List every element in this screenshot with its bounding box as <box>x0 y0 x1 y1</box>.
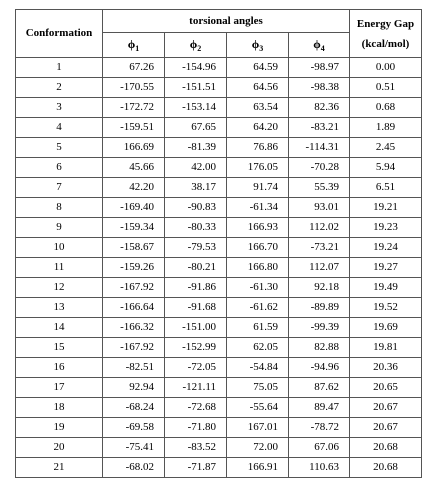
cell-conformation: 1 <box>16 58 103 78</box>
cell-phi4: 93.01 <box>289 198 350 218</box>
table-row <box>16 118 422 138</box>
table-row <box>16 298 422 318</box>
cell-conformation: 11 <box>16 258 103 278</box>
cell-phi1: -69.58 <box>103 418 165 438</box>
cell-phi4: 87.62 <box>289 378 350 398</box>
cell-phi4: 89.47 <box>289 398 350 418</box>
cell-phi3: 166.91 <box>227 458 289 478</box>
phi-symbol: ϕ <box>127 37 136 51</box>
cell-conformation: 16 <box>16 358 103 378</box>
cell-energy-gap: 2.45 <box>350 138 422 158</box>
table-row <box>16 238 422 258</box>
cell-energy-gap: 19.23 <box>350 218 422 238</box>
cell-energy-gap: 20.67 <box>350 418 422 438</box>
table-row <box>16 198 422 218</box>
cell-energy-gap: 19.69 <box>350 318 422 338</box>
cell-phi1: -68.24 <box>103 398 165 418</box>
cell-energy-gap: 19.81 <box>350 338 422 358</box>
table-row <box>16 358 422 378</box>
cell-phi1: -159.26 <box>103 258 165 278</box>
cell-phi1: -68.02 <box>103 458 165 478</box>
table-row <box>16 258 422 278</box>
cell-phi3: 62.05 <box>227 338 289 358</box>
cell-phi2: -151.00 <box>165 318 227 338</box>
cell-energy-gap: 19.24 <box>350 238 422 258</box>
cell-phi4: 92.18 <box>289 278 350 298</box>
table-row <box>16 98 422 118</box>
cell-phi4: -114.31 <box>289 138 350 158</box>
header-torsional-angles: torsional angles <box>103 10 350 33</box>
cell-phi3: -54.84 <box>227 358 289 378</box>
phi-subscript: 1 <box>135 44 140 53</box>
cell-conformation: 20 <box>16 438 103 458</box>
cell-phi2: -71.80 <box>165 418 227 438</box>
cell-energy-gap: 1.89 <box>350 118 422 138</box>
cell-phi1: -167.92 <box>103 338 165 358</box>
header-phi3 <box>227 33 289 58</box>
cell-phi4: -78.72 <box>289 418 350 438</box>
cell-phi3: 64.20 <box>227 118 289 138</box>
cell-phi4: -94.96 <box>289 358 350 378</box>
cell-energy-gap: 20.68 <box>350 458 422 478</box>
cell-conformation: 5 <box>16 138 103 158</box>
cell-phi2: -72.05 <box>165 358 227 378</box>
header-row-1 <box>16 10 422 33</box>
phi-symbol: ϕ <box>189 37 198 51</box>
cell-conformation: 17 <box>16 378 103 398</box>
table-row <box>16 58 422 78</box>
cell-phi3: -55.64 <box>227 398 289 418</box>
cell-conformation: 8 <box>16 198 103 218</box>
cell-conformation: 2 <box>16 78 103 98</box>
cell-phi1: -166.32 <box>103 318 165 338</box>
cell-phi1: -166.64 <box>103 298 165 318</box>
cell-energy-gap: 19.27 <box>350 258 422 278</box>
table-row <box>16 78 422 98</box>
cell-phi4: 110.63 <box>289 458 350 478</box>
table-row <box>16 278 422 298</box>
cell-conformation: 3 <box>16 98 103 118</box>
cell-phi4: 82.36 <box>289 98 350 118</box>
cell-conformation: 13 <box>16 298 103 318</box>
cell-phi1: -82.51 <box>103 358 165 378</box>
cell-phi1: 166.69 <box>103 138 165 158</box>
cell-phi2: -71.87 <box>165 458 227 478</box>
table-container <box>15 9 422 478</box>
cell-phi2: -80.21 <box>165 258 227 278</box>
cell-energy-gap: 20.36 <box>350 358 422 378</box>
cell-conformation: 4 <box>16 118 103 138</box>
cell-phi1: -159.51 <box>103 118 165 138</box>
cell-energy-gap: 20.67 <box>350 398 422 418</box>
cell-energy-gap: 19.49 <box>350 278 422 298</box>
header-conformation: Conformation <box>16 10 103 58</box>
cell-phi4: 112.07 <box>289 258 350 278</box>
header-phi1 <box>103 33 165 58</box>
cell-conformation: 6 <box>16 158 103 178</box>
table-row <box>16 438 422 458</box>
cell-phi2: 38.17 <box>165 178 227 198</box>
cell-energy-gap: 6.51 <box>350 178 422 198</box>
cell-energy-gap: 19.21 <box>350 198 422 218</box>
cell-phi3: 63.54 <box>227 98 289 118</box>
cell-phi3: 64.59 <box>227 58 289 78</box>
cell-phi2: -151.51 <box>165 78 227 98</box>
header-energy-gap-line1: Energy Gap <box>356 17 415 30</box>
cell-phi4: -98.97 <box>289 58 350 78</box>
cell-phi4: -99.39 <box>289 318 350 338</box>
cell-phi1: 45.66 <box>103 158 165 178</box>
table-row <box>16 158 422 178</box>
cell-phi4: 67.06 <box>289 438 350 458</box>
cell-phi2: -90.83 <box>165 198 227 218</box>
cell-conformation: 19 <box>16 418 103 438</box>
cell-phi4: -73.21 <box>289 238 350 258</box>
cell-phi3: 167.01 <box>227 418 289 438</box>
cell-energy-gap: 20.68 <box>350 438 422 458</box>
phi-subscript: 2 <box>197 44 202 53</box>
cell-phi2: -91.86 <box>165 278 227 298</box>
cell-phi3: 76.86 <box>227 138 289 158</box>
cell-energy-gap: 19.52 <box>350 298 422 318</box>
cell-energy-gap: 5.94 <box>350 158 422 178</box>
table-row <box>16 218 422 238</box>
cell-phi1: -159.34 <box>103 218 165 238</box>
cell-phi1: -169.40 <box>103 198 165 218</box>
cell-phi2: -79.53 <box>165 238 227 258</box>
cell-phi4: 55.39 <box>289 178 350 198</box>
cell-phi2: -72.68 <box>165 398 227 418</box>
cell-energy-gap: 0.68 <box>350 98 422 118</box>
table-row <box>16 338 422 358</box>
torsional-angles-table <box>15 9 422 478</box>
cell-conformation: 21 <box>16 458 103 478</box>
cell-phi3: 166.80 <box>227 258 289 278</box>
cell-conformation: 9 <box>16 218 103 238</box>
cell-phi4: -89.89 <box>289 298 350 318</box>
cell-conformation: 10 <box>16 238 103 258</box>
cell-phi1: 42.20 <box>103 178 165 198</box>
cell-phi4: -83.21 <box>289 118 350 138</box>
cell-phi3: 166.70 <box>227 238 289 258</box>
table-row <box>16 398 422 418</box>
cell-phi1: -167.92 <box>103 278 165 298</box>
header-energy-gap-line2: (kcal/mol) <box>361 37 410 50</box>
cell-phi3: -61.62 <box>227 298 289 318</box>
cell-phi4: -70.28 <box>289 158 350 178</box>
cell-phi1: -170.55 <box>103 78 165 98</box>
cell-phi3: 75.05 <box>227 378 289 398</box>
phi-subscript: 4 <box>320 44 325 53</box>
cell-phi4: -98.38 <box>289 78 350 98</box>
cell-conformation: 18 <box>16 398 103 418</box>
cell-phi2: 42.00 <box>165 158 227 178</box>
cell-conformation: 14 <box>16 318 103 338</box>
cell-phi3: 91.74 <box>227 178 289 198</box>
phi-subscript: 3 <box>259 44 264 53</box>
header-phi2 <box>165 33 227 58</box>
cell-phi2: -121.11 <box>165 378 227 398</box>
cell-phi3: 176.05 <box>227 158 289 178</box>
cell-phi2: -91.68 <box>165 298 227 318</box>
cell-conformation: 15 <box>16 338 103 358</box>
table-body <box>16 58 422 478</box>
cell-phi2: 67.65 <box>165 118 227 138</box>
cell-phi1: 67.26 <box>103 58 165 78</box>
cell-phi3: -61.34 <box>227 198 289 218</box>
phi-symbol: ϕ <box>251 37 260 51</box>
cell-energy-gap: 0.00 <box>350 58 422 78</box>
table-row <box>16 418 422 438</box>
cell-phi2: -153.14 <box>165 98 227 118</box>
cell-phi1: -158.67 <box>103 238 165 258</box>
header-phi4 <box>289 33 350 58</box>
cell-conformation: 12 <box>16 278 103 298</box>
cell-phi4: 82.88 <box>289 338 350 358</box>
cell-phi2: -81.39 <box>165 138 227 158</box>
cell-phi2: -152.99 <box>165 338 227 358</box>
table-row <box>16 378 422 398</box>
cell-phi3: -61.30 <box>227 278 289 298</box>
table-row <box>16 318 422 338</box>
table-row <box>16 138 422 158</box>
cell-phi2: -154.96 <box>165 58 227 78</box>
cell-phi3: 72.00 <box>227 438 289 458</box>
cell-phi1: 92.94 <box>103 378 165 398</box>
cell-energy-gap: 20.65 <box>350 378 422 398</box>
cell-energy-gap: 0.51 <box>350 78 422 98</box>
header-energy-gap <box>350 10 422 58</box>
cell-phi3: 64.56 <box>227 78 289 98</box>
cell-phi3: 61.59 <box>227 318 289 338</box>
cell-phi2: -80.33 <box>165 218 227 238</box>
cell-phi1: -172.72 <box>103 98 165 118</box>
table-row <box>16 178 422 198</box>
table-row <box>16 458 422 478</box>
cell-phi4: 112.02 <box>289 218 350 238</box>
cell-phi1: -75.41 <box>103 438 165 458</box>
phi-symbol: ϕ <box>313 37 321 51</box>
cell-conformation: 7 <box>16 178 103 198</box>
cell-phi2: -83.52 <box>165 438 227 458</box>
cell-phi3: 166.93 <box>227 218 289 238</box>
